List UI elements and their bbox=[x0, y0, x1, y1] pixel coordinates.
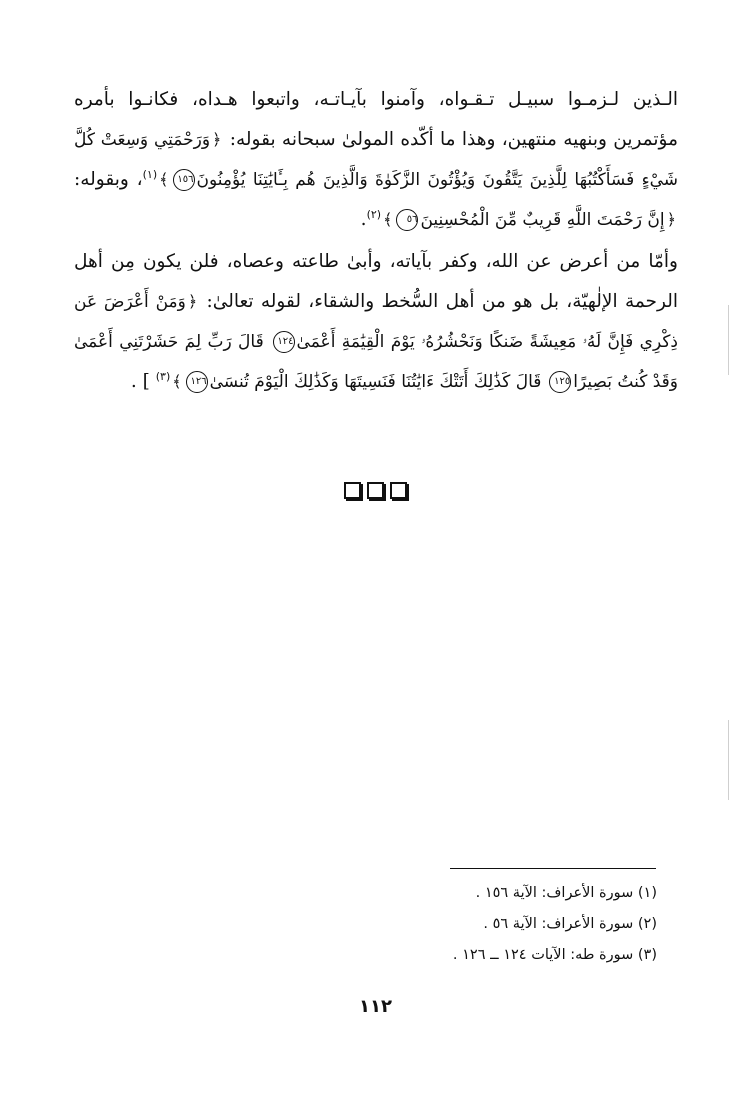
sentence-end: . bbox=[360, 209, 367, 230]
ayah-number-marker: ١٥٦ bbox=[173, 169, 195, 191]
sentence-end: ] . bbox=[130, 371, 150, 392]
footnote-reference[interactable]: (١) bbox=[142, 167, 158, 181]
footnote-divider bbox=[450, 868, 656, 869]
quran-verse-1: وَرَحْمَتِي وَسِعَتْ كُلَّ شَيْءٍ فَسَأَكْتُبُهَا لِلَّذِينَ يَتَّقُونَ وَيُؤْتُونَ الزَّكَوٰةَ وَالَّذِينَ هُم بِـَٔايَٰتِنَا يُؤْمِنُونَ bbox=[74, 130, 678, 190]
footnote-item: (٢) سورة الأعراف: الآية ٥٦ . bbox=[483, 916, 657, 932]
quran-close-bracket: ﴾ bbox=[159, 170, 169, 189]
quran-verse-2: إِنَّ رَحْمَتَ اللَّهِ قَرِيبٌ مِّنَ الْمُحْسِنِينَ bbox=[420, 210, 665, 230]
footnote-reference[interactable]: (٣) bbox=[155, 369, 171, 383]
paragraph-1-text: الـذين لـزمـوا سبيـل تـقـواه، وآمنوا بآيـاتـه، واتبعوا هـداه، فكانـوا بأمره مؤتمرين وبنهيه منتهين، وهذا ما أكّده المولىٰ سبحانه بقوله: bbox=[74, 89, 678, 150]
scan-edge-mark bbox=[728, 720, 729, 800]
footnote-item: (١) سورة الأعراف: الآية ١٥٦ . bbox=[475, 885, 657, 901]
scan-edge-mark bbox=[728, 305, 729, 375]
ayah-number-marker: ٥٦ bbox=[396, 209, 418, 231]
page-number: ١١٢ bbox=[359, 996, 392, 1017]
quran-open-bracket: ﴿ bbox=[666, 210, 676, 229]
separator-square-icon bbox=[367, 482, 384, 499]
quran-close-bracket: ﴾ bbox=[172, 372, 182, 391]
section-separator bbox=[0, 482, 751, 499]
ayah-number-marker: ١٢٤ bbox=[273, 331, 295, 353]
connector-text: ، وبقوله: bbox=[74, 169, 143, 190]
quran-verse-3a: وَمَنْ أَعْرَضَ عَن ذِكْرِي فَإِنَّ لَهُۥ مَعِيشَةً ضَنكًا وَنَحْشُرُهُۥ يَوْمَ الْقِيَٰمَةِ أَعْمَىٰ bbox=[74, 292, 678, 352]
paragraph-2 bbox=[74, 242, 678, 402]
quran-verse-3b: قَالَ رَبِّ لِمَ حَشَرْتَنِي أَعْمَىٰ وَقَدْ كُنتُ بَصِيرًا bbox=[74, 332, 678, 392]
quran-close-bracket: ﴾ bbox=[383, 210, 393, 229]
quran-verse-3c: قَالَ كَذَٰلِكَ أَتَتْكَ ءَايَٰتُنَا فَنَسِيتَهَا وَكَذَٰلِكَ الْيَوْمَ تُنسَىٰ bbox=[209, 372, 542, 392]
footnote-item: (٣) سورة طه: الآيات ١٢٤ ــ ١٢٦ . bbox=[452, 947, 657, 963]
footnotes-list bbox=[257, 878, 657, 971]
separator-square-icon bbox=[344, 482, 361, 499]
separator-square-icon bbox=[390, 482, 407, 499]
ayah-number-marker: ١٢٦ bbox=[186, 371, 208, 393]
paragraph-2-text: وأمّا من أعرض عن الله، وكفر بآياته، وأبىٰ طاعته وعصاه، فلن يكون مِن أهل الرحمة الإلٰهيّة، بل هو من أهل السُّخط والشقاء، لقوله تعالىٰ: bbox=[74, 251, 678, 312]
ayah-number-marker: ١٢٥ bbox=[549, 371, 571, 393]
quran-open-bracket: ﴿ bbox=[212, 130, 222, 149]
footnote-reference[interactable]: (٢) bbox=[366, 207, 382, 221]
quran-open-bracket: ﴿ bbox=[187, 292, 198, 311]
paragraph-1 bbox=[74, 80, 678, 240]
